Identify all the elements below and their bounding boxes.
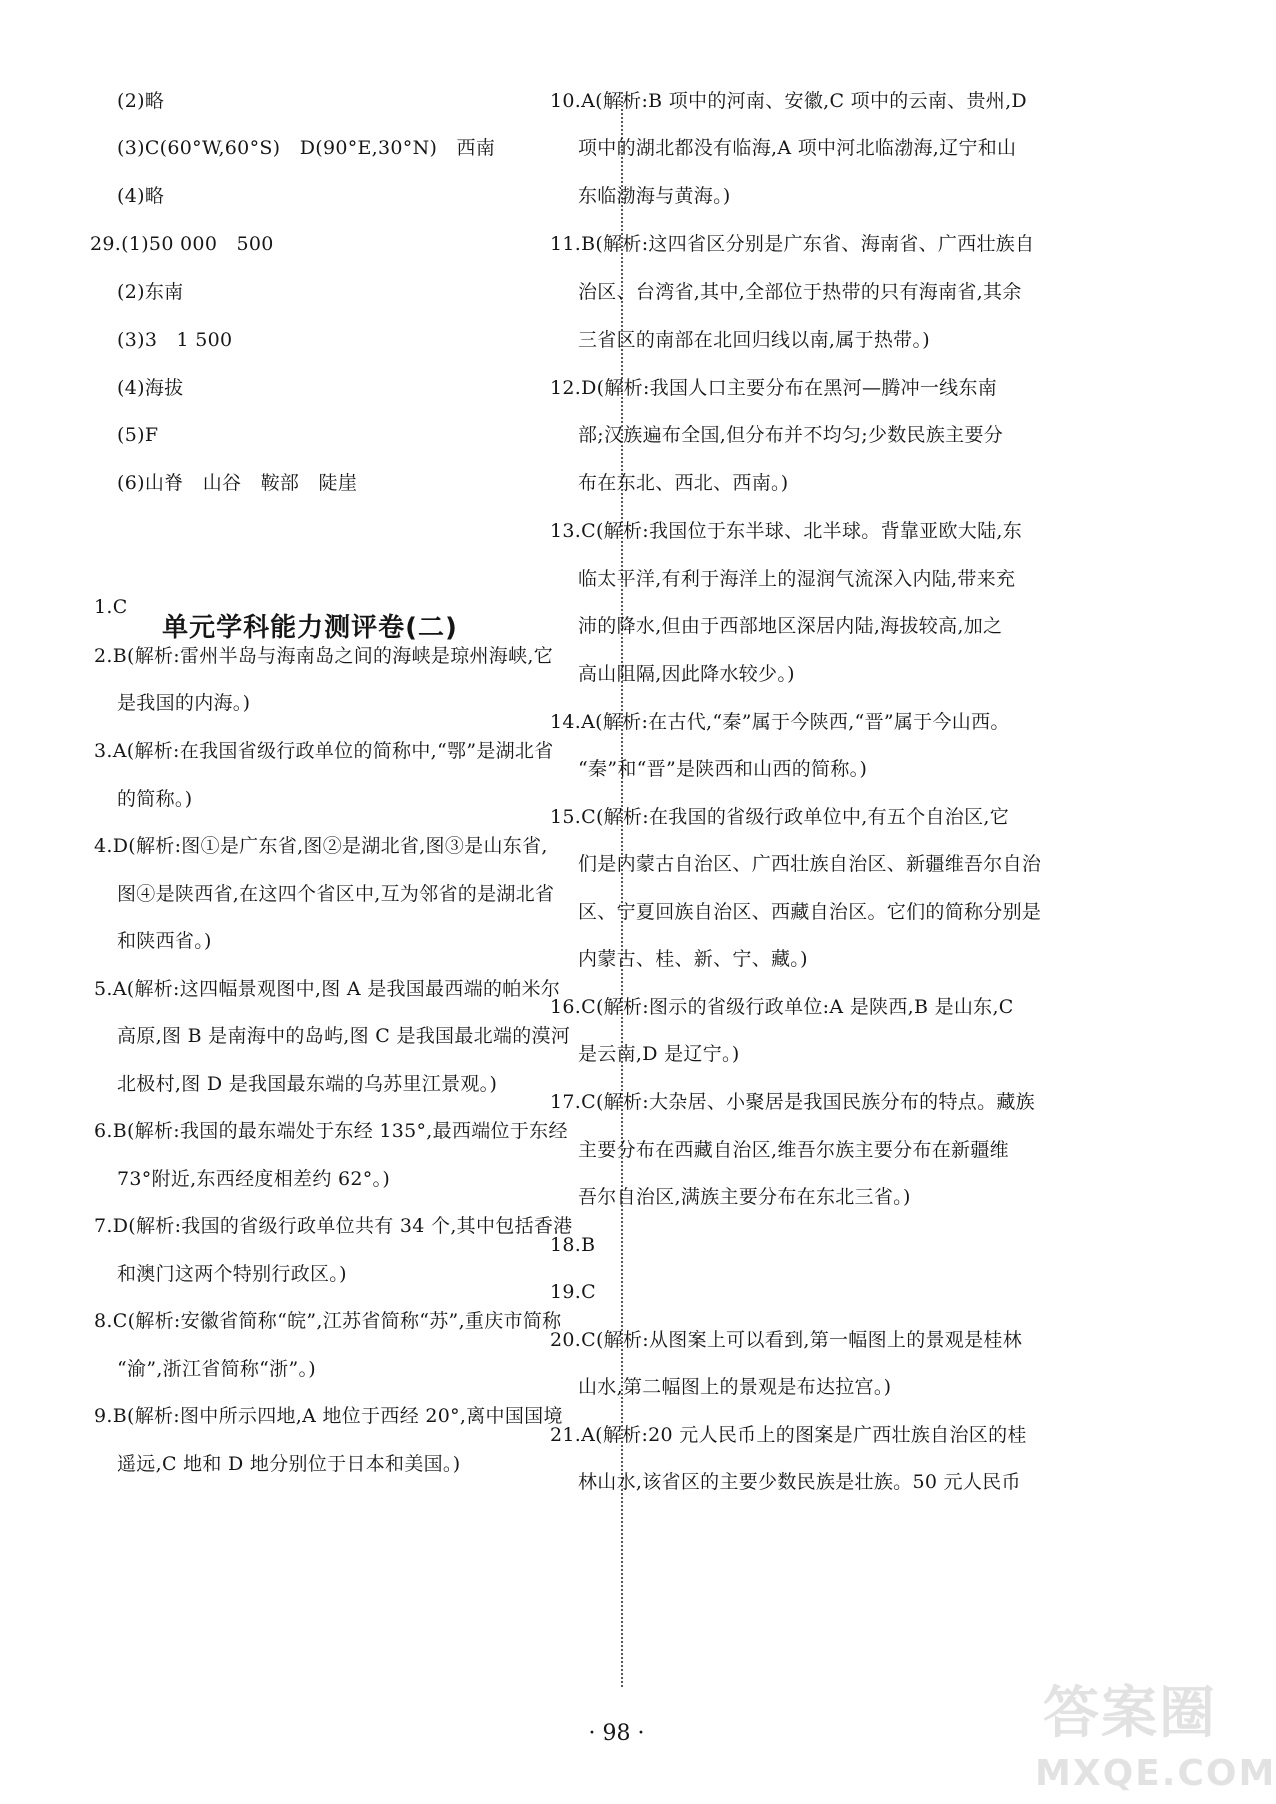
answer-line: 6.B(解析:我国的最东端处于东经 135°,最西端位于东经 bbox=[94, 1120, 568, 1142]
answer-line: (2)略 bbox=[117, 90, 165, 112]
answer-line: 11.B(解析:这四省区分别是广东省、海南省、广西壮族自 bbox=[550, 233, 1035, 255]
answer-line: 部;汉族遍布全国,但分布并不均匀;少数民族主要分 bbox=[578, 424, 1004, 446]
answer-line: 内蒙古、桂、新、宁、藏。) bbox=[578, 948, 808, 970]
answer-line: 三省区的南部在北回归线以南,属于热带。) bbox=[578, 329, 930, 351]
answer-line: 山水,第二幅图上的景观是布达拉宫。) bbox=[578, 1376, 892, 1398]
answer-line: 林山水,该省区的主要少数民族是壮族。50 元人民币 bbox=[578, 1471, 1021, 1493]
answer-line: (4)海拔 bbox=[117, 377, 184, 399]
answer-line: (2)东南 bbox=[117, 281, 184, 303]
answer-line: (4)略 bbox=[117, 185, 165, 207]
answer-line: (6)山脊 山谷 鞍部 陡崖 bbox=[117, 472, 358, 494]
answer-line: 布在东北、西北、西南。) bbox=[578, 472, 789, 494]
answer-line: 29.(1)50 000 500 bbox=[90, 233, 274, 255]
answer-line: 吾尔自治区,满族主要分布在东北三省。) bbox=[578, 1186, 911, 1208]
answer-line: 治区、台湾省,其中,全部位于热带的只有海南省,其余 bbox=[578, 281, 1022, 303]
answer-line: (3)3 1 500 bbox=[117, 329, 233, 351]
answer-line: 4.D(解析:图①是广东省,图②是湖北省,图③是山东省, bbox=[94, 835, 548, 857]
answer-line: 13.C(解析:我国位于东半球、北半球。背靠亚欧大陆,东 bbox=[550, 520, 1023, 542]
section-title: 单元学科能力测评卷(二) bbox=[162, 613, 458, 643]
answer-line: 北极村,图 D 是我国最东端的乌苏里江景观。) bbox=[117, 1073, 498, 1095]
answer-line: 10.A(解析:B 项中的河南、安徽,C 项中的云南、贵州,D bbox=[550, 90, 1027, 112]
answer-line: 和陕西省。) bbox=[117, 930, 212, 952]
answer-line: 沛的降水,但由于西部地区深居内陆,海拔较高,加之 bbox=[578, 615, 1003, 637]
watermark-logo-text: 答案圈 bbox=[1043, 1681, 1217, 1746]
answer-line: “秦”和“晋”是陕西和山西的简称。) bbox=[578, 758, 868, 780]
answer-line: 是云南,D 是辽宁。) bbox=[578, 1043, 740, 1065]
answer-line: 高原,图 B 是南海中的岛屿,图 C 是我国最北端的漠河 bbox=[117, 1025, 571, 1047]
answer-line: 14.A(解析:在古代,“秦”属于今陕西,“晋”属于今山西。 bbox=[550, 711, 1010, 733]
answer-line: (5)F bbox=[117, 424, 159, 446]
answer-line: 18.B bbox=[550, 1234, 596, 1256]
answer-line: 是我国的内海。) bbox=[117, 692, 251, 714]
answer-line: 16.C(解析:图示的省级行政单位:A 是陕西,B 是山东,C bbox=[550, 996, 1014, 1018]
answer-line: 项中的湖北都没有临海,A 项中河北临渤海,辽宁和山 bbox=[578, 137, 1017, 159]
answer-line: 20.C(解析:从图案上可以看到,第一幅图上的景观是桂林 bbox=[550, 1329, 1023, 1351]
answer-line: 3.A(解析:在我国省级行政单位的简称中,“鄂”是湖北省 bbox=[94, 740, 554, 762]
answer-line: 5.A(解析:这四幅景观图中,图 A 是我国最西端的帕米尔 bbox=[94, 978, 561, 1000]
answer-line: 临太平洋,有利于海洋上的湿润气流深入内陆,带来充 bbox=[578, 568, 1016, 590]
answer-line: 21.A(解析:20 元人民币上的图案是广西壮族自治区的桂 bbox=[550, 1424, 1027, 1446]
watermark-logo bbox=[1035, 1680, 1276, 1798]
answer-line: 73°附近,东西经度相差约 62°。) bbox=[117, 1168, 391, 1190]
answer-line: 们是内蒙古自治区、广西壮族自治区、新疆维吾尔自治 bbox=[578, 853, 1042, 875]
answer-line: 2.B(解析:雷州半岛与海南岛之间的海峡是琼州海峡,它 bbox=[94, 645, 554, 667]
answer-line: 8.C(解析:安徽省简称“皖”,江苏省简称“苏”,重庆市简称 bbox=[94, 1310, 562, 1332]
answer-line: 图④是陕西省,在这四个省区中,互为邻省的是湖北省 bbox=[117, 883, 555, 905]
answer-line: 19.C bbox=[550, 1281, 596, 1303]
answer-line: 和澳门这两个特别行政区。) bbox=[117, 1263, 347, 1285]
answer-line: 遥远,C 地和 D 地分别位于日本和美国。) bbox=[117, 1453, 461, 1475]
watermark-url: MXQE.COM bbox=[1035, 1753, 1276, 1794]
answer-line: (3)C(60°W,60°S) D(90°E,30°N) 西南 bbox=[117, 137, 496, 159]
answer-line: 1.C bbox=[94, 596, 128, 618]
answer-line: 的简称。) bbox=[117, 788, 193, 810]
answer-line: 15.C(解析:在我国的省级行政单位中,有五个自治区,它 bbox=[550, 806, 1010, 828]
answer-line: 9.B(解析:图中所示四地,A 地位于西经 20°,离中国国境 bbox=[94, 1405, 563, 1427]
answer-line: 17.C(解析:大杂居、小聚居是我国民族分布的特点。藏族 bbox=[550, 1091, 1035, 1113]
answer-line: 东临渤海与黄海。) bbox=[578, 185, 731, 207]
answer-line: “渝”,浙江省简称“浙”。) bbox=[117, 1358, 317, 1380]
answer-line: 主要分布在西藏自治区,维吾尔族主要分布在新疆维 bbox=[578, 1139, 1009, 1161]
page-number: · 98 · bbox=[588, 1721, 645, 1746]
answer-line: 高山阻隔,因此降水较少。) bbox=[578, 663, 795, 685]
answer-line: 7.D(解析:我国的省级行政单位共有 34 个,其中包括香港 bbox=[94, 1215, 573, 1237]
answer-line: 区、宁夏回族自治区、西藏自治区。它们的简称分别是 bbox=[578, 901, 1042, 923]
answer-line: 12.D(解析:我国人口主要分布在黑河—腾冲一线东南 bbox=[550, 377, 998, 399]
